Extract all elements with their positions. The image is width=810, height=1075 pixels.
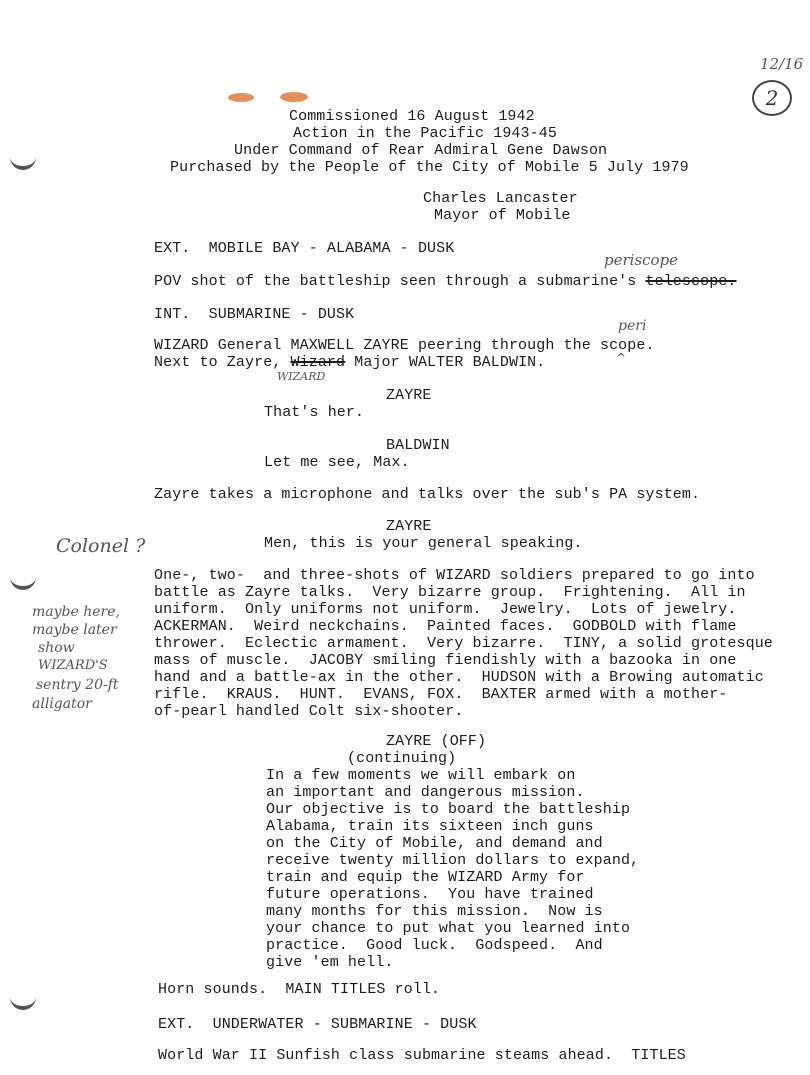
dialogue-line: That's her. (264, 404, 365, 421)
action-line: mass of muscle. JACOBY smiling fiendishly with a bazooka in one (154, 652, 737, 669)
header-line: Under Command of Rear Admiral Gene Dawson (234, 142, 608, 159)
action-line: WIZARD General MAXWELL ZAYRE peering through the scope. (154, 337, 655, 354)
stain-mark (228, 93, 254, 102)
handwritten-note-periscope: periscope (604, 251, 679, 269)
dialogue-line: Our objective is to board the battleship (266, 801, 631, 818)
action-line: World War II Sunfish class submarine steams ahead. TITLES (158, 1047, 686, 1064)
struck-word: telescope. (645, 273, 737, 290)
dialogue-line: In a few moments we will embark on (266, 767, 576, 784)
signature-title: Mayor of Mobile (434, 207, 571, 224)
action-line: of-pearl handled Colt six-shooter. (154, 703, 464, 720)
dialogue-line: give 'em hell. (266, 954, 394, 971)
action-line (154, 354, 545, 371)
handwritten-margin-note: maybe here, (32, 604, 120, 620)
handwritten-note-colonel: Colonel ? (56, 535, 146, 557)
dialogue-line: future operations. You have trained (266, 886, 594, 903)
action-line: One-, two- and three-shots of WIZARD soldiers prepared to go into (154, 567, 755, 584)
character-name: BALDWIN (386, 437, 450, 454)
dialogue-line: train and equip the WIZARD Army for (266, 869, 585, 886)
struck-word: Wizard (290, 354, 346, 371)
character-name: ZAYRE (386, 387, 432, 404)
action-line: battle as Zayre talks. Very bizarre group. Frightening. All in (154, 584, 746, 601)
action-text: POV shot of the battleship seen through a submarine's (154, 273, 637, 290)
insert-caret: ^ (616, 351, 627, 365)
dialogue-line: your chance to put what you learned into (266, 920, 631, 937)
action-line: ACKERMAN. Weird neckchains. Painted faces. GODBOLD with flame (154, 618, 737, 635)
scene-heading: EXT. MOBILE BAY - ALABAMA - DUSK (154, 240, 455, 257)
handwritten-note-wizard: WIZARD (277, 370, 326, 383)
punch-hole (10, 150, 36, 170)
action-text: Next to Zayre, (154, 354, 282, 371)
handwritten-margin-note: sentry 20-ft (36, 677, 119, 693)
header-line: Action in the Pacific 1943-45 (293, 125, 557, 142)
dialogue-line: on the City of Mobile, and demand and (266, 835, 603, 852)
handwritten-margin-note: alligator (32, 696, 92, 712)
scene-heading: EXT. UNDERWATER - SUBMARINE - DUSK (158, 1016, 477, 1033)
header-line: Commissioned 16 August 1942 (289, 108, 535, 125)
handwritten-margin-note: WIZARD'S (38, 658, 108, 673)
dialogue-line: Let me see, Max. (264, 454, 410, 471)
action-line: rifle. KRAUS. HUNT. EVANS, FOX. BAXTER armed with a mother- (154, 686, 728, 703)
action-line: hand and a battle-ax in the other. HUDSON with a Browing automatic (154, 669, 764, 686)
scene-heading: INT. SUBMARINE - DUSK (154, 306, 355, 323)
dialogue-line: Men, this is your general speaking. (264, 535, 583, 552)
action-line: thrower. Eclectic armament. Very bizarre. TINY, a solid grotesque (154, 635, 773, 652)
action-line: uniform. Only uniforms not uniform. Jewelry. Lots of jewelry. (154, 601, 737, 618)
punch-hole (10, 990, 36, 1010)
action-text: Major WALTER BALDWIN. (354, 354, 546, 371)
punch-hole (10, 570, 36, 590)
handwritten-note-peri: peri (618, 318, 647, 334)
signature-name: Charles Lancaster (423, 190, 578, 207)
page-number: 2 (752, 80, 792, 116)
dialogue-line: an important and dangerous mission. (266, 784, 585, 801)
character-name: ZAYRE (OFF) (386, 733, 487, 750)
action-line: Horn sounds. MAIN TITLES roll. (158, 981, 441, 998)
corner-date: 12/16 (760, 55, 804, 73)
dialogue-line: Alabama, train its sixteen inch guns (266, 818, 594, 835)
parenthetical: (continuing) (347, 750, 457, 767)
handwritten-margin-note: show (38, 640, 75, 656)
dialogue-line: practice. Good luck. Godspeed. And (266, 937, 603, 954)
dialogue-line: many months for this mission. Now is (266, 903, 603, 920)
stain-mark (280, 92, 308, 102)
handwritten-margin-note: maybe later (32, 622, 117, 638)
character-name: ZAYRE (386, 518, 432, 535)
header-line: Purchased by the People of the City of Mobile 5 July 1979 (170, 159, 689, 176)
dialogue-line: receive twenty million dollars to expand, (266, 852, 640, 869)
action-line: Zayre takes a microphone and talks over the sub's PA system. (154, 486, 701, 503)
action-line (154, 273, 737, 290)
